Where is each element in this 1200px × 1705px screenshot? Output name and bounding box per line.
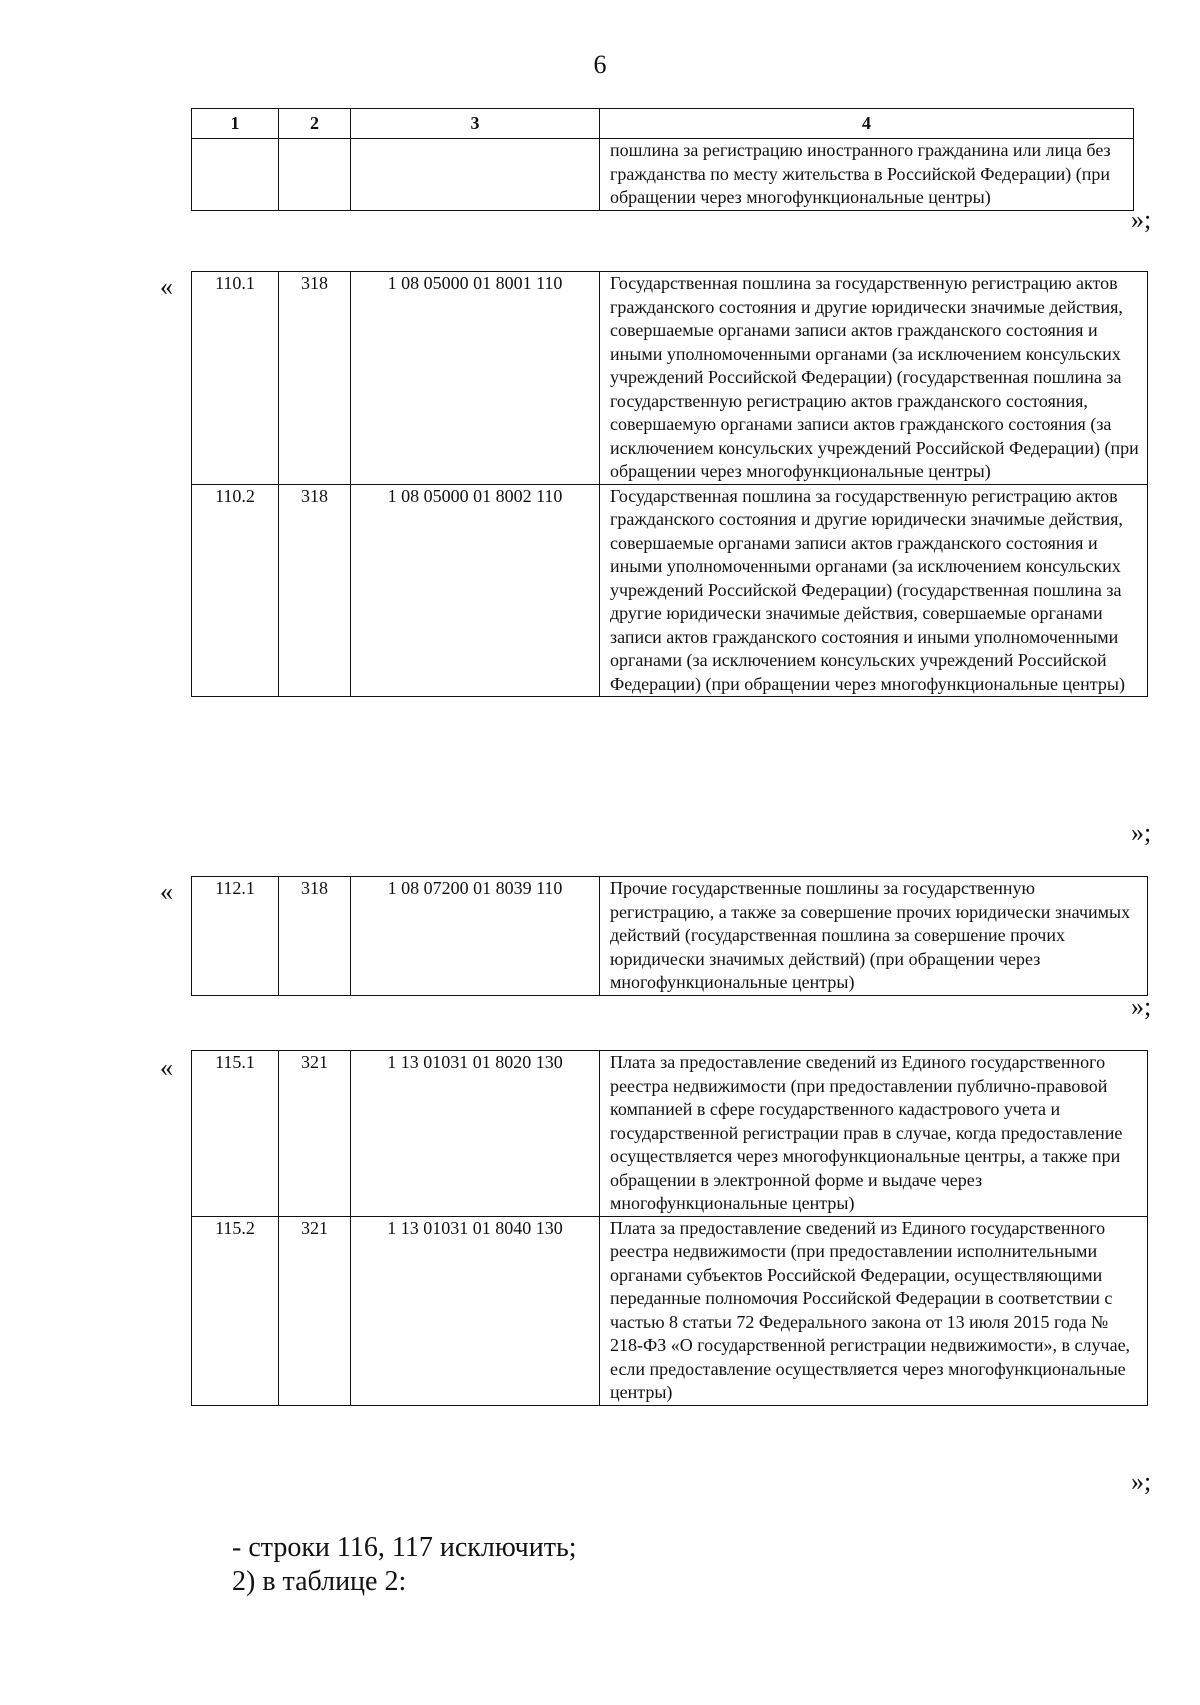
column-header-1: 1	[192, 109, 279, 139]
row-number-cell: 115.1	[192, 1051, 279, 1217]
footer-line-exclude-rows: - строки 116, 117 исключить;	[232, 1532, 577, 1563]
admin-code-cell: 321	[279, 1051, 351, 1217]
footer-line-table-2: 2) в таблице 2:	[232, 1566, 407, 1597]
table-row	[192, 484, 1148, 697]
row-number-cell: 110.2	[192, 484, 279, 697]
kbk-code-cell: 1 13 01031 01 8020 130	[351, 1051, 600, 1217]
column-header-2: 2	[279, 109, 351, 139]
description-cell: Государственная пошлина за государственную регистрацию актов гражданского состояния и другие юридически значимые действия, совершаемые органами записи актов гражданского состояния и иными уполномоченными органами (за исключением консульских учреждений Российской Федерации) (государственная пошлина за государственную регистрацию актов гражданского состояния, совершаемую органами записи актов гражданского состояния (за исключением консульских учреждений Российской Федерации) (при обращении через многофункциональные центры)	[600, 272, 1148, 485]
kbk-code-cell: 1 08 07200 01 8039 110	[351, 877, 600, 996]
close-quote: »;	[1131, 1467, 1152, 1496]
close-quote: »;	[1131, 992, 1152, 1021]
table-block-1	[191, 108, 1134, 211]
table-block-3	[191, 876, 1148, 996]
page-number: 6	[593, 50, 607, 79]
close-quote: »;	[1131, 205, 1152, 234]
table-block-4	[191, 1050, 1148, 1406]
admin-code-cell: 318	[279, 272, 351, 485]
kbk-code-cell: 1 08 05000 01 8001 110	[351, 272, 600, 485]
column-header-3: 3	[351, 109, 600, 139]
kbk-code-cell: 1 13 01031 01 8040 130	[351, 1216, 600, 1405]
kbk-code-cell	[351, 139, 600, 211]
description-cell: Плата за предоставление сведений из Единого государственного реестра недвижимости (при предоставлении исполнительными органами субъектов Российской Федерации, осуществляющими переданные полномочия Российской Федерации в соответствии с частью 8 статьи 72 Федерального закона от 13 июля 2015 года № 218-ФЗ «О государственной регистрации недвижимости», в случае, если предоставление осуществляется через многофункциональные центры)	[600, 1216, 1148, 1405]
description-cell: Плата за предоставление сведений из Единого государственного реестра недвижимости (при предоставлении публично-правовой компанией в сфере государственного кадастрового учета и государственной регистрации прав в случае, когда предоставление осуществляется через многофункциональные центры, а также при обращении в электронной форме и выдаче через многофункциональные центры)	[600, 1051, 1148, 1217]
row-number-cell	[192, 139, 279, 211]
description-cell: Государственная пошлина за государственную регистрацию актов гражданского состояния и другие юридически значимые действия, совершаемые органами записи актов гражданского состояния и иными уполномоченными органами (за исключением консульских учреждений Российской Федерации) (государственная пошлина за другие юридически значимые действия, совершаемые органами записи актов гражданского состояния и иными уполномоченными органами (за исключением консульских учреждений Российской Федерации) (при обращении через многофункциональные центры)	[600, 484, 1148, 697]
row-number-cell: 110.1	[192, 272, 279, 485]
table-row	[192, 272, 1148, 485]
table-row	[192, 877, 1148, 996]
column-header-4: 4	[600, 109, 1134, 139]
table-block-2	[191, 271, 1148, 697]
open-quote: «	[160, 877, 173, 906]
open-quote: «	[160, 1053, 173, 1082]
row-number-cell: 115.2	[192, 1216, 279, 1405]
admin-code-cell: 321	[279, 1216, 351, 1405]
admin-code-cell: 318	[279, 484, 351, 697]
open-quote: «	[160, 272, 173, 301]
admin-code-cell: 318	[279, 877, 351, 996]
table-row	[192, 139, 1134, 211]
description-cell: пошлина за регистрацию иностранного гражданина или лица без гражданства по месту жительства в Российской Федерации) (при обращении через многофункциональные центры)	[600, 139, 1134, 211]
admin-code-cell	[279, 139, 351, 211]
kbk-code-cell: 1 08 05000 01 8002 110	[351, 484, 600, 697]
row-number-cell: 112.1	[192, 877, 279, 996]
close-quote: »;	[1131, 818, 1152, 847]
table-row	[192, 1216, 1148, 1405]
description-cell: Прочие государственные пошлины за государственную регистрацию, а также за совершение прочих юридически значимых действий (государственная пошлина за совершение прочих юридически значимых действий) (при обращении через многофункциональные центры)	[600, 877, 1148, 996]
table-header-row	[192, 109, 1134, 139]
table-row	[192, 1051, 1148, 1217]
